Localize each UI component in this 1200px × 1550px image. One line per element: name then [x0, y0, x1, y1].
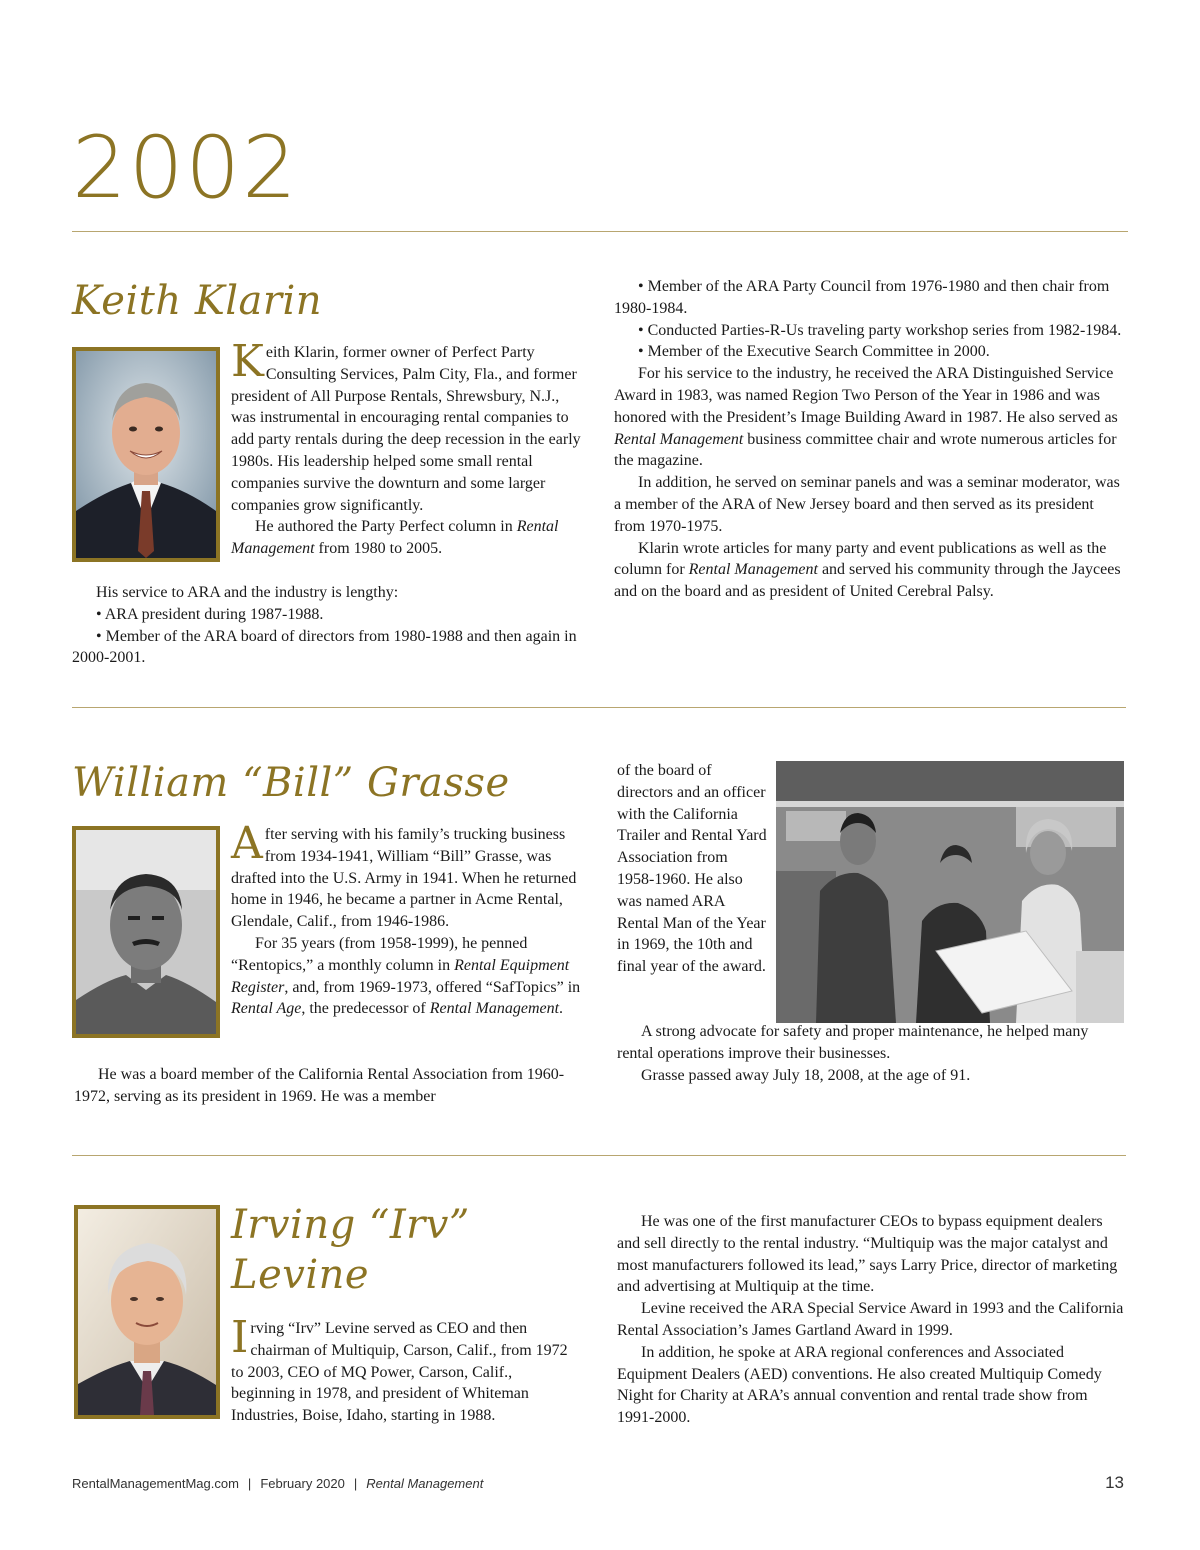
- levine-name: [231, 1200, 470, 1300]
- klarin-articles-publication: Rental Management: [688, 561, 818, 579]
- grasse-intro-text: fter serving with his family’s trucking business from 1934-1941, William “Bill” Grasse, was drafted into the U.S. Army in 1941. When he returned home in 1946, he became a partner in Acme Rental, Glendale, Calif., from 1946-1986.: [231, 826, 577, 931]
- page-number: 13: [1105, 1473, 1124, 1492]
- klarin-column-text: He authored the Party Perfect column in: [255, 518, 513, 536]
- grasse-board-continued: of the board of directors and an officer with the California Trailer and Rental Yard Association from 1958-1960. He also was named ARA Rental Man of the Year in 1969, the 10th and final year of the award.: [617, 762, 767, 976]
- footer-date: February 2020: [260, 1476, 345, 1491]
- grasse-period: .: [559, 1000, 564, 1018]
- klarin-intro-column: [231, 336, 581, 560]
- grasse-right-column: [617, 1021, 1128, 1086]
- footer-separator: |: [353, 1476, 358, 1491]
- grasse-publication-rental-age: Rental Age: [231, 1000, 302, 1018]
- grasse-publication-rm: Rental Management: [429, 1000, 560, 1018]
- footer-site: RentalManagementMag.com: [72, 1476, 239, 1491]
- levine-right-column: [617, 1211, 1128, 1429]
- klarin-bullet-search-committee: • Member of the Executive Search Committee in 2000.: [638, 343, 990, 361]
- grasse-advocate-text: A strong advocate for safety and proper maintenance, he helped many rental operations improve their businesses.: [617, 1023, 1089, 1062]
- levine-name-line2: Levine: [231, 1252, 370, 1298]
- klarin-bullet-president: • ARA president during 1987-1988.: [96, 605, 324, 623]
- divider: [72, 1155, 1126, 1156]
- klarin-portrait: [72, 347, 220, 562]
- klarin-right-column: [614, 276, 1128, 603]
- grasse-saftopics-text: , and, from 1969-1973, offered “SafTopics” in: [284, 978, 581, 996]
- klarin-awards-text-end: business committee chair and wrote numerous articles for the magazine.: [614, 430, 1117, 470]
- grasse-narrow-column: [617, 760, 767, 978]
- levine-bypass-text: He was one of the first manufacturer CEOs to bypass equipment dealers and sell directly to the rental industry. “Multiquip was the major catalyst and most manufacturers followed its lead,” says Larry Price, director of marketing and advertising at Multiquip at the time.: [617, 1213, 1118, 1296]
- klarin-awards-text: For his service to the industry, he received the ARA Distinguished Service Award in 1983, was named Region Two Person of the Year in 1986 and was honored with the President’s Image Building Award in 1987. He also served as: [614, 365, 1118, 426]
- page-footer: [72, 1476, 483, 1491]
- klarin-service-intro: His service to ARA and the industry is lengthy:: [96, 584, 399, 601]
- klarin-awards-publication: Rental Management: [614, 430, 744, 448]
- levine-conventions-text: In addition, he spoke at ARA regional conferences and Associated Equipment Dealers (AED) conventions. He also created Multiquip Comedy Night for Charity at ARA’s annual convention and rental trade show from 1991-2000.: [617, 1343, 1102, 1427]
- levine-intro-column: [231, 1312, 576, 1427]
- divider: [72, 707, 1126, 708]
- grasse-dropcap: A: [231, 818, 263, 869]
- klarin-bullet-workshop: • Conducted Parties-R-Us traveling party workshop series from 1982-1984.: [638, 321, 1122, 339]
- grasse-portrait: [72, 826, 220, 1038]
- grasse-group-photo: [776, 761, 1124, 1023]
- grasse-intro-column: [231, 818, 581, 1020]
- klarin-name: Keith Klarin: [72, 278, 323, 324]
- grasse-rentopics-text: For 35 years (from 1958-1999), he penned “Rentopics,” a monthly column in: [231, 934, 528, 974]
- footer-publication: Rental Management: [366, 1476, 484, 1491]
- klarin-articles-text: Klarin wrote articles for many party and event publications as well as the column for: [614, 539, 1107, 579]
- levine-awards-text: Levine received the ARA Special Service Award in 1993 and the California Rental Association’s James Gartland Award in 1999.: [617, 1300, 1124, 1339]
- klarin-seminar-text: In addition, he served on seminar panels and was a seminar moderator, was a member of the ARA of New Jersey board and then served as its president from 1970-1975.: [614, 474, 1120, 535]
- klarin-column-publication: Rental Management: [231, 518, 559, 558]
- grasse-name: William “Bill” Grasse: [72, 760, 510, 806]
- klarin-bullet-board: • Member of the ARA board of directors from 1980-1988 and then again in 2000-2001.: [72, 627, 577, 667]
- klarin-articles-text-end: and served his community through the Jaycees and on the board and as president of United Cerebral Palsy.: [614, 561, 1121, 601]
- klarin-service-column: [72, 582, 582, 669]
- levine-portrait: [74, 1205, 220, 1419]
- grasse-board-text: He was a board member of the California Rental Association from 1960-1972, serving as its president in 1969. He was a member: [74, 1066, 565, 1105]
- klarin-intro-text: eith Klarin, former owner of Perfect Party Consulting Services, Palm City, Fla., and former president of All Purpose Rentals, Shrewsbury, N.J., was instrumental in encouraging rental companies to add party rentals during the deep recession in the early 1980s. His leadership helped some small rental companies survive the downturn and some larger companies grow significantly.: [231, 344, 581, 514]
- klarin-dropcap: K: [231, 336, 264, 387]
- levine-dropcap: I: [231, 1312, 249, 1363]
- year-heading: 2002: [72, 118, 299, 218]
- divider: [72, 231, 1128, 232]
- grasse-passed-text: Grasse passed away July 18, 2008, at the age of 91.: [641, 1066, 971, 1084]
- grasse-predecessor-text: , the predecessor of: [301, 1000, 430, 1018]
- levine-intro-text: rving “Irv” Levine served as CEO and then chairman of Multiquip, Carson, Calif., from 1972 to 2003, CEO of MQ Power, Carson, Calif., beginning in 1978, and president of Whiteman Industries, Boise, Idaho, starting in 1988.: [231, 1320, 568, 1425]
- klarin-bullet-party-council: • Member of the ARA Party Council from 1976-1980 and then chair from 1980-1984.: [614, 278, 1110, 317]
- grasse-publication-rer: Rental Equipment Register: [231, 956, 570, 996]
- grasse-board-column: [74, 1064, 582, 1108]
- footer-separator: |: [247, 1476, 252, 1491]
- levine-name-line1: Irving “Irv”: [231, 1202, 470, 1248]
- klarin-column-years: from 1980 to 2005.: [314, 540, 443, 558]
